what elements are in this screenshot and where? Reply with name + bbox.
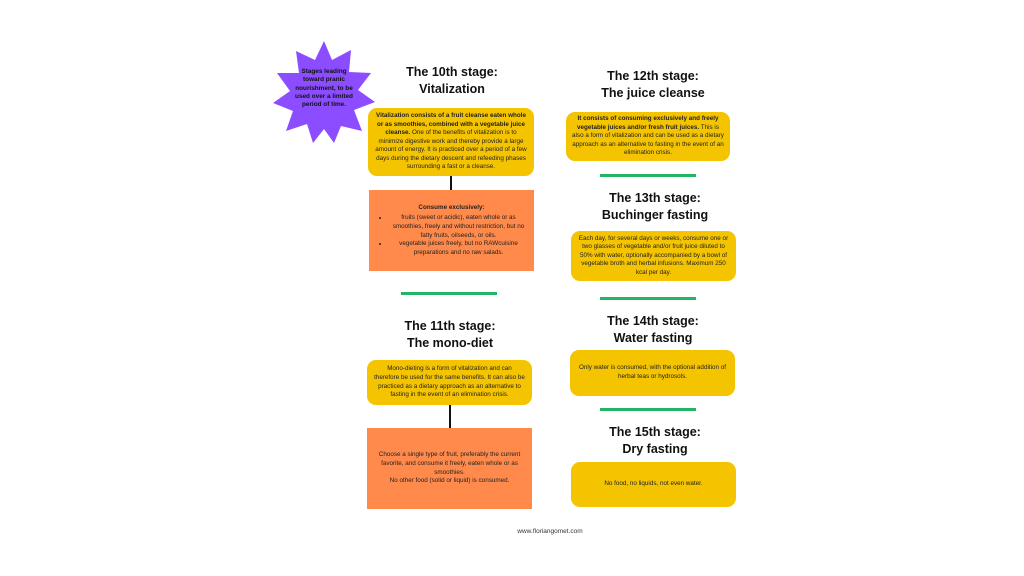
- stage13-description-box: [571, 231, 736, 281]
- stage15-desc: No food, no liquids, not even water.: [604, 480, 703, 488]
- stage11-title: [368, 318, 532, 352]
- stage13-title-line2: Buchinger fasting: [601, 208, 709, 222]
- stage11-detail-box: [367, 428, 532, 509]
- stage10-title-line2: Vitalization: [419, 82, 485, 96]
- stage10-consume-list: [375, 214, 528, 257]
- stage10-connector: [450, 176, 452, 190]
- stage13-title-line1: The 13th stage:: [609, 191, 701, 205]
- stage10-description-box: [368, 108, 534, 176]
- stage11-title-line1: The 11th stage:: [404, 319, 496, 333]
- badge: [272, 40, 376, 144]
- stage12-description-box: [566, 112, 730, 161]
- stage10-title: [370, 64, 534, 98]
- stage13-title: [570, 190, 740, 224]
- stage12-title-line1: The 12th stage:: [607, 69, 699, 83]
- stage11-detail-line1: Choose a single type of fruit, preferably the current favorite, and consume it freely, eaten whole or as smoothies.: [378, 451, 521, 476]
- stage12-desc-rest: This is also a form of vitalization and can be used as a dietary approach as an alternative to fasting in the event of an elimination crisis.: [572, 123, 724, 157]
- stage12-title-line2: The juice cleanse: [601, 86, 705, 100]
- stage11-title-line2: The mono-diet: [406, 336, 494, 350]
- stage15-description-box: [571, 462, 736, 507]
- stage11-description-box: [367, 360, 532, 405]
- stage11-connector: [449, 405, 451, 428]
- separator: [600, 408, 696, 411]
- stage11-detail-line2: No other food (solid or liquid) is consumed.: [389, 477, 510, 485]
- separator: [600, 174, 696, 177]
- stage12-title: [568, 68, 738, 102]
- stage14-title-line2: Water fasting: [613, 331, 693, 345]
- stage13-desc: Each day, for several days or weeks, consume one or two glasses of vegetable and/or fruit juice diluted to 50% with water, optionally accompanied by a bowl of vegetable broth and herbal infusions. Maximum 250 kcal per day.: [578, 234, 729, 276]
- stage15-title: [570, 424, 740, 458]
- stage14-desc: Only water is consumed, with the optional addition of herbal teas or hydrosols.: [578, 364, 726, 380]
- stage10-consume-heading: Consume exclusively:: [418, 203, 485, 211]
- stage14-description-box: [570, 350, 735, 396]
- stage15-title-line2: Dry fasting: [622, 442, 688, 456]
- stage14-title-line1: The 14th stage:: [607, 314, 699, 328]
- separator: [600, 297, 696, 300]
- badge-text: Stages leading toward pranic nourishment, to be used over a limited period of time.: [295, 68, 353, 109]
- footer-url: www.floriangomet.com: [517, 528, 583, 535]
- stage11-desc: Mono-dieting is a form of vitalization and can therefore be used for the same benefits. It can also be practiced as a dietary approach as an alternative to fasting in the event of an elimination crisis.: [374, 365, 525, 399]
- stage14-title: [568, 313, 738, 347]
- stage10-title-line1: The 10th stage:: [406, 65, 498, 79]
- stage12-desc-bold: It consists of consuming exclusively and freely vegetable juices and/or fresh fruit juices.: [577, 115, 719, 131]
- list-item: • fruits (sweet or acidic), eaten whole or as smoothies, freely and without restriction, but no fatty fruits, oilseeds, or oils.: [389, 214, 528, 240]
- list-item: • vegetable juices freely, but no RAWcuisine preparations and no raw salads.: [389, 240, 528, 257]
- stage10-consume-box: [369, 190, 534, 271]
- stage10-desc-rest: One of the benefits of vitalization is to minimize digestive work and thereby provide a large amount of energy. It is practiced over a period of a few days during the dietary descent and refeeding phases surrounding a fast or a cleanse.: [375, 129, 527, 171]
- separator: [401, 292, 497, 295]
- stage10-desc-bold: Vitalization consists of a fruit cleanse eaten whole or as smoothies, combined with a vegetable juice cleanse.: [376, 111, 526, 137]
- stage15-title-line1: The 15th stage:: [609, 425, 701, 439]
